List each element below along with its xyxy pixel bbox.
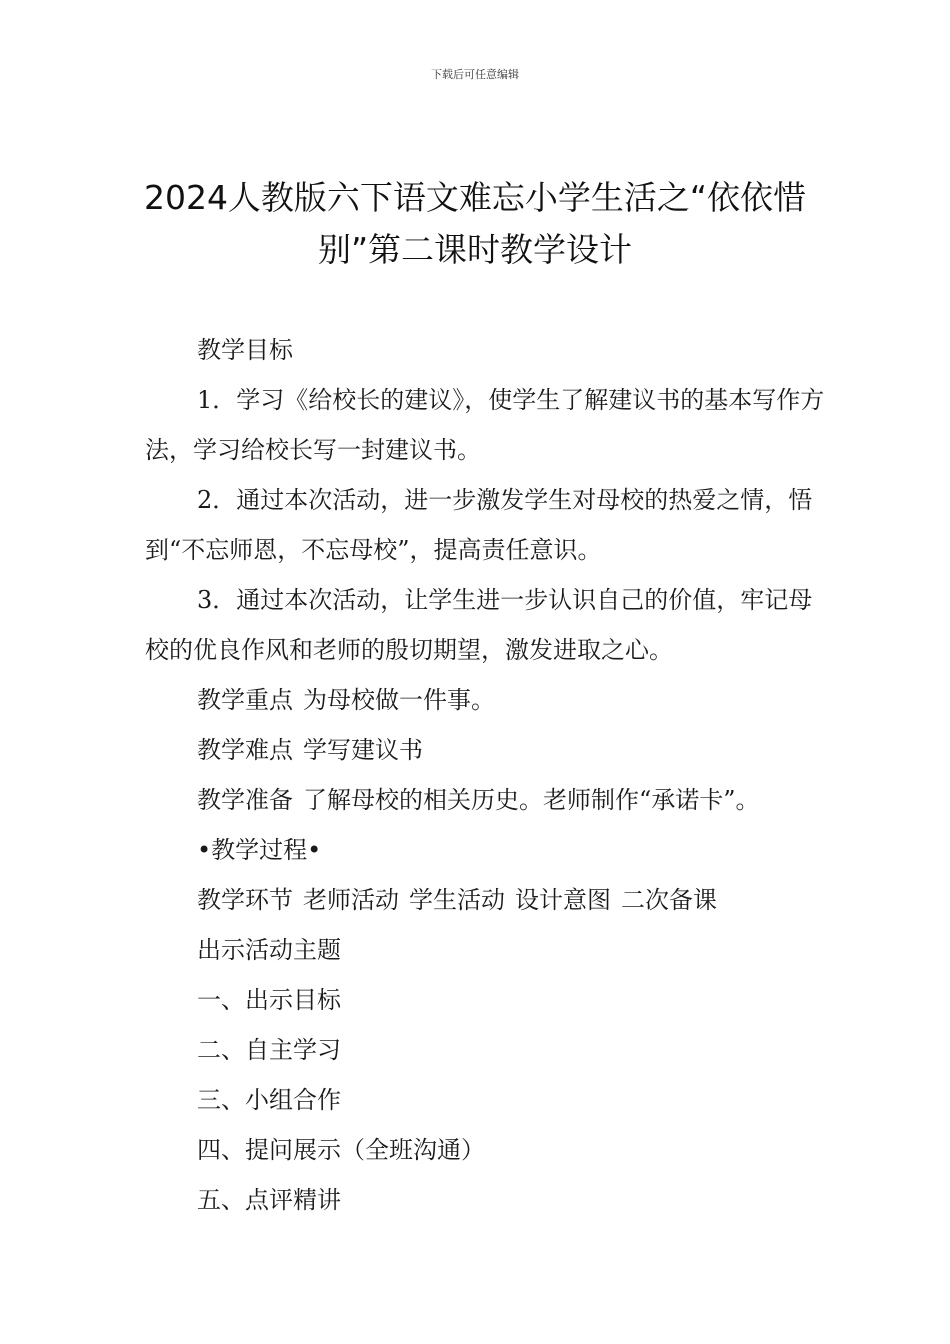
objectives-heading: 教学目标: [197, 336, 293, 364]
table-header: 老师活动: [303, 886, 399, 914]
step-item: 三、小组合作: [197, 1086, 341, 1114]
step-item: 五、点评精讲: [197, 1186, 341, 1214]
objective-3: 3．通过本次活动，让学生进一步认识自己的价值，牢记母校的优良作风和老师的殷切期望，激发进取之心。: [145, 586, 813, 664]
document-title: 2024人教版六下语文难忘小学生活之“依依惜别”第二课时教学设计: [143, 178, 807, 269]
step-item: 二、自主学习: [197, 1036, 341, 1064]
key-point-text: 为母校做一件事。: [303, 686, 495, 714]
key-point-label: 教学重点: [197, 686, 293, 714]
activity-theme: 出示活动主题: [197, 936, 341, 964]
preparation-label: 教学准备: [197, 786, 293, 814]
objective-2: 2．通过本次活动，进一步激发学生对母校的热爱之情，悟到“不忘师恩，不忘母校”，提高责任意识。: [145, 486, 813, 564]
preparation: [145, 775, 835, 825]
process-heading: •教学过程•: [197, 836, 322, 864]
table-header: 学生活动: [409, 886, 505, 914]
difficulty-label: 教学难点: [197, 736, 293, 764]
table-header: 设计意图: [515, 886, 611, 914]
table-header: 二次备课: [621, 886, 717, 914]
objective-1: 1．学习《给校长的建议》，使学生了解建议书的基本写作方法，学习给校长写一封建议书。: [145, 386, 825, 464]
step-item: 四、提问展示（全班沟通）: [197, 1136, 485, 1164]
preparation-text: 了解母校的相关历史。老师制作“承诺卡”。: [303, 786, 760, 814]
step-item: 一、出示目标: [197, 986, 341, 1014]
key-point: [145, 675, 835, 725]
document-body: [145, 325, 835, 1225]
difficulty-text: 学写建议书: [303, 736, 423, 764]
table-header-row: [145, 875, 835, 925]
table-header: 教学环节: [197, 886, 293, 914]
header-note: 下载后可任意编辑: [431, 68, 519, 81]
difficulty: [145, 725, 835, 775]
